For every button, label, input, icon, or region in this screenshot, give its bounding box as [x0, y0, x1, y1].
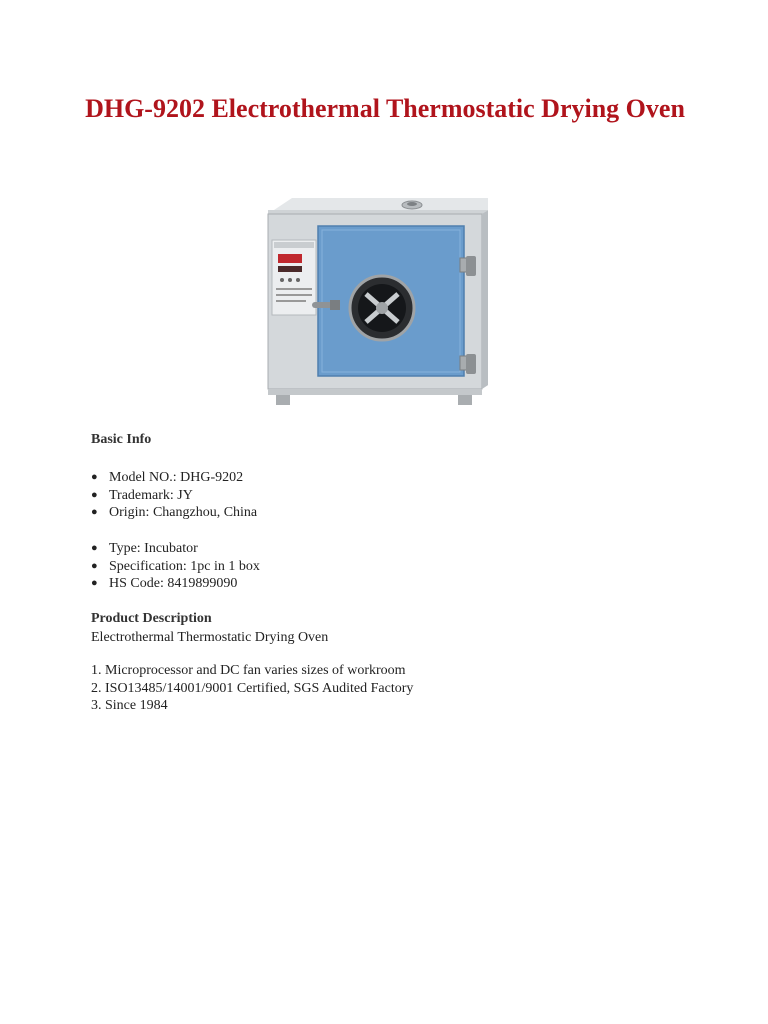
bullet-icon: ●: [91, 577, 98, 589]
list-item: ● Specification: 1pc in 1 box: [91, 558, 260, 574]
list-item: ● Model NO.: DHG-9202: [91, 470, 244, 485]
page-title: DHG-9202 Electrothermal Thermostatic Drying Oven: [85, 94, 685, 123]
basic-info-list-2: [91, 540, 260, 593]
description-point-3: 3. Since 1984: [91, 698, 168, 713]
list-item: ● Origin: Changzhou, China: [91, 505, 258, 520]
basic-info-heading: Basic Info: [91, 432, 152, 447]
drying-oven-product-photo: [262, 190, 488, 415]
bullet-icon: ●: [91, 559, 98, 572]
bullet-icon: ●: [91, 542, 98, 554]
description-point-1: 1. Microprocessor and DC fan varies sizes of workroom: [91, 663, 406, 678]
list-item: ● Trademark: JY: [91, 487, 193, 503]
basic-info-list-1: [91, 469, 257, 522]
bullet-icon: ●: [91, 471, 98, 483]
bullet-icon: ●: [91, 506, 98, 518]
list-item: ● HS Code: 8419899090: [91, 576, 238, 591]
bullet-icon: ●: [91, 488, 98, 501]
description-point-2: 2. ISO13485/14001/9001 Certified, SGS Audited Factory: [91, 681, 414, 696]
list-item: ● Type: Incubator: [91, 541, 198, 556]
product-description-heading: Product Description: [91, 611, 212, 626]
product-description-subtitle: Electrothermal Thermostatic Drying Oven: [91, 630, 329, 645]
